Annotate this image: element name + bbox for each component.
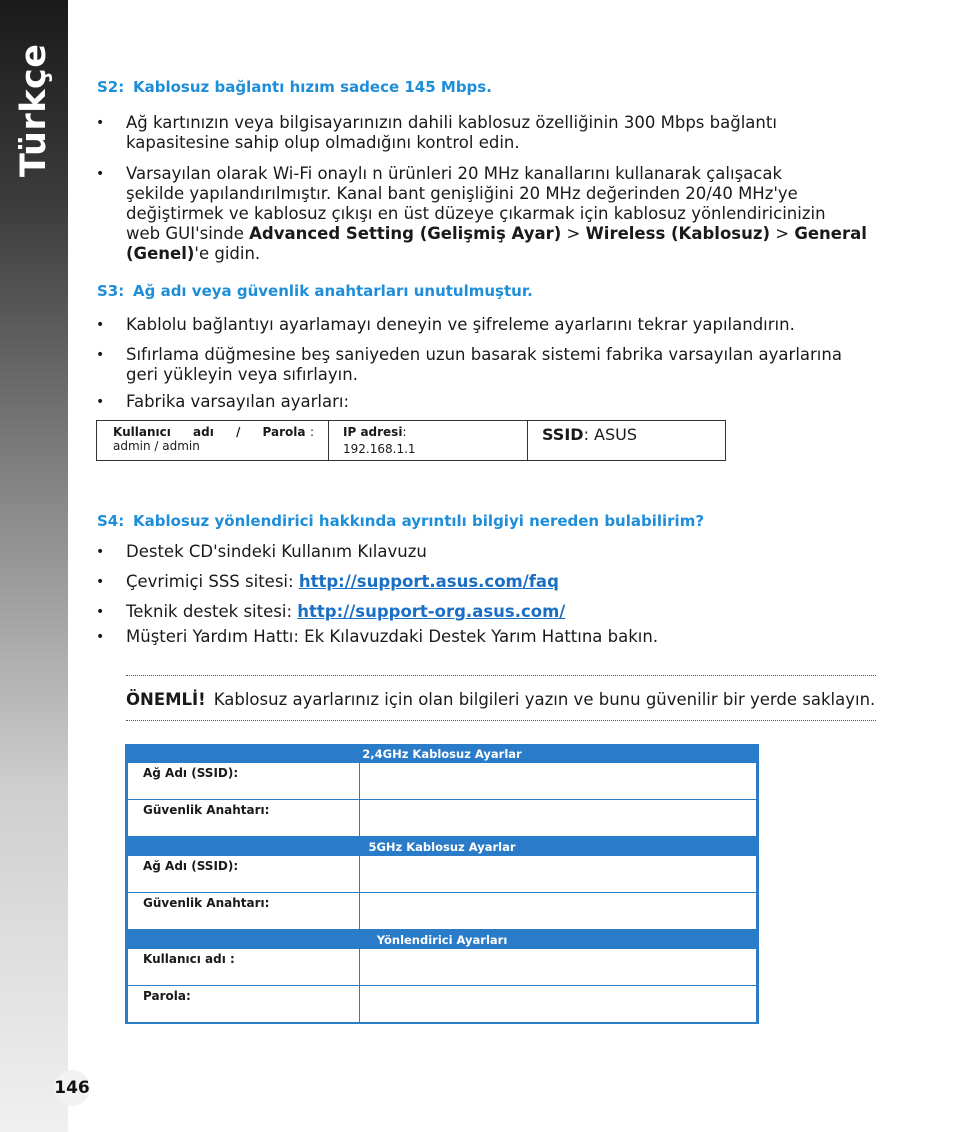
bullet-icon: • xyxy=(96,629,105,645)
username-field[interactable] xyxy=(360,949,756,985)
table-row xyxy=(128,800,756,837)
bullet-icon: • xyxy=(96,166,105,182)
bullet-icon: • xyxy=(96,394,105,410)
section-header-5ghz: 5GHz Kablosuz Ayarlar xyxy=(368,840,516,854)
question-number: S2: xyxy=(97,78,125,96)
default-ip-cell: IP adresi: 192.168.1.1 xyxy=(329,421,528,460)
table-row xyxy=(128,893,756,930)
list-item-text: Kablolu bağlantıyı ayarlamayı deneyin ve şifreleme ayarlarını tekrar yapılandırın. xyxy=(126,315,795,334)
security-key-label: Güvenlik Anahtarı: xyxy=(128,800,360,836)
divider xyxy=(126,675,876,676)
list-item-text: Destek CD'sindeki Kullanım Kılavuzu xyxy=(126,542,427,561)
list-item-text: Sıfırlama düğmesine beş saniyeden uzun basarak sistemi fabrika varsayılan ayarlarına geri yükleyin veya sıfırlayın. xyxy=(126,345,842,384)
question-number: S3: xyxy=(97,282,125,300)
ssid-field[interactable] xyxy=(360,856,756,892)
important-notice xyxy=(126,690,875,709)
question-s4 xyxy=(97,512,704,530)
faq-link[interactable]: http://support.asus.com/faq xyxy=(298,572,559,591)
question-text: Ağ adı veya güvenlik anahtarları unutulmuştur. xyxy=(133,282,533,300)
question-text: Kablosuz yönlendirici hakkında ayrıntılı bilgiyi nereden bulabilirim? xyxy=(133,512,705,530)
question-s3 xyxy=(97,282,533,300)
wireless-settings-form xyxy=(125,744,759,1024)
side-strip xyxy=(0,0,68,1132)
support-link[interactable]: http://support-org.asus.com/ xyxy=(297,602,566,621)
password-field[interactable] xyxy=(360,986,756,1022)
divider xyxy=(126,720,876,721)
ssid-label: Ağ Adı (SSID): xyxy=(128,763,360,799)
page-number: 146 xyxy=(54,1070,90,1106)
bullet-icon: • xyxy=(96,544,105,560)
question-number: S4: xyxy=(97,512,125,530)
table-row xyxy=(128,856,756,893)
question-s2 xyxy=(97,78,492,96)
bullet-icon: • xyxy=(96,317,105,333)
question-text: Kablosuz bağlantı hızım sadece 145 Mbps. xyxy=(133,78,492,96)
table-row xyxy=(128,763,756,800)
ssid-field[interactable] xyxy=(360,763,756,799)
username-label: Kullanıcı adı : xyxy=(128,949,360,985)
bullet-icon: • xyxy=(96,604,105,620)
security-key-label: Güvenlik Anahtarı: xyxy=(128,893,360,929)
section-header-24ghz: 2,4GHz Kablosuz Ayarlar xyxy=(362,747,522,761)
bullet-icon: • xyxy=(96,115,105,131)
list-item-text: Müşteri Yardım Hattı: Ek Kılavuzdaki Destek Yarım Hattına bakın. xyxy=(126,627,659,646)
security-key-field[interactable] xyxy=(360,800,756,836)
factory-defaults-table xyxy=(96,420,726,461)
table-row xyxy=(128,986,756,1022)
default-credentials-cell: Kullanıcı adı / Parola : admin / admin xyxy=(97,421,329,460)
list-item-text: Ağ kartınızın veya bilgisayarınızın dahili kablosuz özelliğinin 300 Mbps bağlantı kapasitesine sahip olup olmadığını kontrol edin. xyxy=(126,113,777,152)
bullet-icon: • xyxy=(96,347,105,363)
bullet-icon: • xyxy=(96,574,105,590)
language-tab: Türkçe xyxy=(14,43,54,177)
list-item-text: Teknik destek sitesi: http://support-org.asus.com/ xyxy=(126,602,566,621)
password-label: Parola: xyxy=(128,986,360,1022)
list-item-text: Çevrimiçi SSS sitesi: http://support.asus.com/faq xyxy=(126,572,559,591)
security-key-field[interactable] xyxy=(360,893,756,929)
list-item-text: Fabrika varsayılan ayarları: xyxy=(126,392,350,411)
ssid-label: Ağ Adı (SSID): xyxy=(128,856,360,892)
notice-text: Kablosuz ayarlarınız için olan bilgileri yazın ve bunu güvenilir bir yerde saklayın. xyxy=(213,690,876,709)
section-header-router: Yönlendirici Ayarları xyxy=(376,933,508,947)
notice-label: ÖNEMLİ! xyxy=(126,690,206,709)
list-item-text: Varsayılan olarak Wi-Fi onaylı n ürünleri 20 MHz kanallarını kullanarak çalışacak şekilde yapılandırılmıştır. Kanal bant genişliğini 20 MHz değerinden 20/40 MHz'ye değiştirmek ve kablosuz çıkışı en üst düzeye çıkarmak için kablosuz yönlendiricinizin web GUI'sinde Advanced Setting (Gelişmiş Ayar) > Wireless (Kablosuz) > General (Genel)'e gidin. xyxy=(126,164,867,263)
table-row xyxy=(128,949,756,986)
default-ssid-cell: SSID: ASUS xyxy=(542,425,638,444)
